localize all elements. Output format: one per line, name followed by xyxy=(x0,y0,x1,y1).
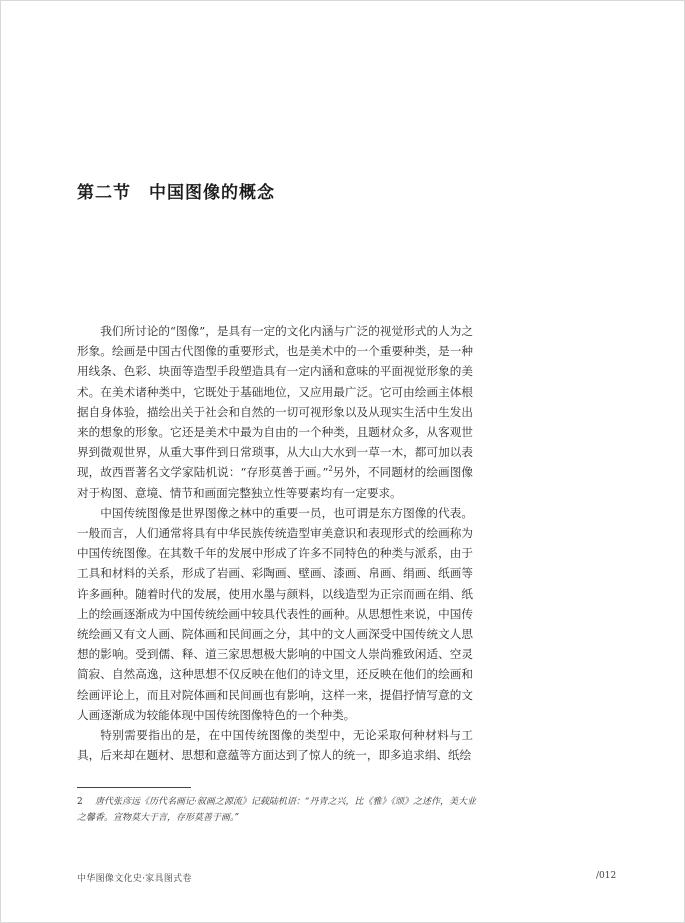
paragraph-text: 我们所讨论的“图像”，是具有一定的文化内涵与广泛的视觉形式的人为之形象。绘画是中国古代图像的重要形式，也是美术中的一个重要种类，是一种用线条、色彩、块面等造型手段塑造具有一定内涵和意味的平面视觉形象的美术。在美术诸种类中，它既处于基础地位，又应用最广泛。它可由绘画主体根据自身体验，描绘出关于社会和自然的一切可视形象以及从现实生活中生发出来的想象的形象。它还是美术中最为自由的一个种类，且题材众多，从客观世界到微观世界，从重大事件到日常琐事，从大山大水到一草一木，都可加以表现，故西晋著名文学家陆机说：“存形莫善于画。” xyxy=(77,324,473,480)
running-footer: 中华图像文化史·家具图式卷 xyxy=(77,874,192,884)
page-border-top xyxy=(0,0,685,1)
footnote xyxy=(77,794,477,826)
page-border-left xyxy=(0,0,1,923)
page-number: /012 xyxy=(596,871,617,881)
footnote-reference[interactable]: 2 xyxy=(328,465,333,474)
body-paragraph: 特别需要指出的是，在中国传统图像的类型中，无论采取何种材料与工具，后来却在题材、思想和意蕴等方面达到了惊人的统一，即多追求绢、纸绘 xyxy=(77,728,473,763)
body-paragraph: 中国传统图像是世界图像之林中的重要一员，也可谓是东方图像的代表。一般而言，人们通常将具有中华民族传统造型审美意识和表现形式的绘画称为中国传统图像。在其数千年的发展中形成了许多不同特色的种类与派系，由于工具和材料的关系，形成了岩画、彩陶画、壁画、漆画、帛画、绢画、纸画等许多画种。随着时代的发展，使用水墨与颜料，以线造型为正宗而画在绢、纸上的绘画逐渐成为中国传统绘画中较具代表性的画种。从思想性来说，中国传统绘画又有文人画、院体画和民间画之分，其中的文人画深受中国传统文人思想的影响。受到儒、释、道三家思想极大影响的中国文人崇尚雅致闲适、空灵简寂、自然高逸，这种思想不仅反映在他们的诗文里，还反映在他们的绘画和绘画评论上，而且对院体画和民间画也有影响，这样一来，提倡抒情写意的文人画逐渐成为较能体现中国传统图像特色的一个种类。 xyxy=(77,505,473,722)
paragraph-text: 另外，不同题材的绘画图像对于构图、意境、情节和画面完整独立性等要素均有一定要求。 xyxy=(77,465,473,500)
body-text xyxy=(77,321,473,765)
footnote-number: 2 xyxy=(77,797,83,807)
section-title: 第二节 中国图像的概念 xyxy=(77,183,275,203)
body-paragraph xyxy=(77,321,473,503)
footnote-text: 唐代张彦远《历代名画记·叙画之源流》记载陆机语：“丹青之兴，比《雅》《颂》之述作，美大业之馨香。宣物莫大于言，存形莫善于画。” xyxy=(77,797,476,823)
footnote-divider xyxy=(77,787,191,788)
